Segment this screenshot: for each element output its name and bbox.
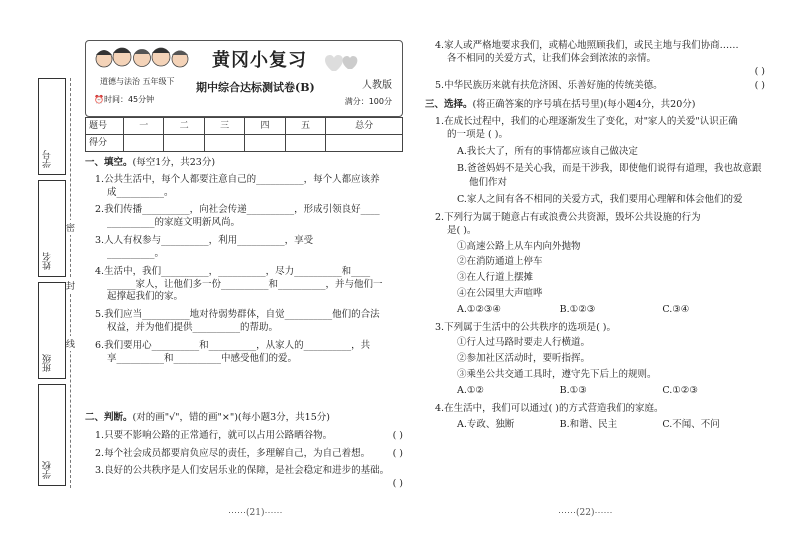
score-entry[interactable]	[285, 135, 325, 152]
time-limit: ⏰时间：45分钟	[94, 95, 155, 104]
score-cell: 得分	[86, 135, 124, 152]
question: 4.生活中，我们__________，__________，尽力__________和____ ______家人，让他们多一份__________和__________，并与他们一 起撑起我们的家。	[95, 265, 383, 303]
answer-paren[interactable]: ( )	[392, 447, 403, 459]
section-heading: 二、判断。(对的画"√"，错的画"×")(每小题3分，共15分)	[85, 412, 330, 423]
score-entry[interactable]	[124, 135, 164, 152]
score-table-score-row	[86, 135, 403, 152]
statement: ①高速公路上从车内向外抛物	[457, 240, 581, 252]
option: B.①②③	[559, 303, 596, 315]
score-cell: 三	[204, 118, 244, 135]
answer-paren[interactable]: ( )	[754, 80, 765, 92]
option: A.我长大了，所有的事情都应该自己做决定	[457, 145, 638, 157]
question: 5.中华民族历来就有扶危济困、乐善好施的传统美德。 ( )	[435, 80, 765, 92]
option-row	[435, 304, 765, 317]
school-box	[38, 384, 66, 486]
section-true-false	[85, 412, 403, 491]
option: A.①②③④	[457, 303, 501, 315]
option: C.不闻、不问	[662, 418, 720, 430]
ornament-icon: ⋯⋯(	[228, 508, 250, 518]
question: 2.下列行为属于随意占有或浪费公共资源，毁坏公共设施的行为 是( )。 ①高速公路上从车内向外抛物 ②在消防通道上停车 ③在人行道上摆摊 ④在公园里大声喧哗 A.①②③④ B.①②③ C.③④	[425, 212, 765, 317]
class-label: 班级	[43, 354, 53, 372]
ornament-icon: ⋯⋯(	[558, 508, 580, 518]
option: B.和谐、民主	[559, 418, 618, 430]
section-heading: 一、填空。(每空1分，共23分)	[85, 157, 216, 168]
left-column	[85, 40, 403, 490]
statement: ③在人行道上摆摊	[457, 272, 534, 284]
answer-paren[interactable]: ( )	[392, 429, 403, 441]
score-cell: 四	[245, 118, 285, 135]
section-heading: 三、选择。(将正确答案的序号填在括号里)(每小题4分，共20分)	[425, 99, 696, 111]
clock-icon: ⏰	[94, 95, 104, 104]
option: B.爸爸妈妈不是关心我，而是干涉我，即使他们说得有道理，我也故意跟	[457, 162, 762, 174]
cut-mark-line: 线	[66, 336, 75, 351]
question: 6.我们要用心__________和__________，从家人的__________，共 享__________和__________中感受他们的爱。	[95, 339, 371, 364]
option: A.①②	[457, 384, 484, 396]
option: C.家人之间有各不相同的关爱方式，我们要用心理解和体会他们的爱	[457, 194, 743, 206]
cut-mark-seal: 密	[66, 220, 75, 235]
hearts-icon	[322, 51, 362, 73]
exam-header	[85, 40, 403, 117]
option-row	[435, 419, 765, 432]
question: 5.我们应当__________地对待弱势群体，自觉__________他们的合法 权益，并为他们提供__________的帮助。	[95, 309, 380, 333]
score-entry[interactable]	[164, 135, 204, 152]
statement: ②在消防通道上停车	[457, 256, 543, 268]
answer-paren[interactable]: ( )	[754, 65, 765, 77]
full-score: 满分：100分	[344, 97, 392, 106]
question: 4.家人或严格地要求我们，或精心地照顾我们，或民主地与我们协商…… 各不相同的关爱方式，让我们体会到浓浓的亲情。 ( )	[435, 40, 765, 77]
page-number-left: ⋯⋯(21)⋯⋯	[228, 508, 283, 518]
section-fill-blank	[85, 157, 403, 365]
question: 3.下列属于生活中的公共秩序的选项是( )。 ①行人过马路时要走人行横道。 ②参加社区活动时，要听指挥。 ③乘坐公共交通工具时，遵守先下后上的规则。 A.①② B.①③ C.①②③	[425, 322, 765, 398]
score-cell: 一	[124, 118, 164, 135]
score-entry[interactable]	[204, 135, 244, 152]
option: 他们作对	[469, 177, 508, 189]
name-box	[38, 180, 66, 277]
school-label: 学校	[43, 461, 53, 479]
student-id-label: 学号	[43, 150, 53, 168]
question: 1.公共生活中，每个人都要注意自己的__________，每个人都应该养 成__________。	[95, 173, 380, 198]
question: 2.我们传播__________，向社会传递__________，形成引领良好____ __________的家庭文明新风尚。	[95, 204, 380, 229]
exam-subtitle: 期中综合达标测试卷(B)	[196, 81, 315, 94]
score-entry[interactable]	[245, 135, 285, 152]
page-number-right: ⋯⋯(22)⋯⋯	[558, 508, 613, 518]
score-cell: 五	[285, 118, 325, 135]
class-box	[38, 282, 66, 379]
option: B.①③	[559, 384, 587, 396]
question: 2.每个社会成员都要肩负应尽的责任，多理解自己，为自己着想。 ( )	[95, 447, 403, 459]
edition-label: 人教版	[362, 80, 392, 91]
section-multiple-choice	[425, 99, 765, 431]
cut-mark-close: 封	[66, 278, 75, 293]
question: 3.人人有权参与__________，利用__________，享受 __________。	[95, 235, 314, 259]
score-table	[85, 117, 403, 152]
question: 1.只要不影响公路的正常通行，就可以占用公路晒谷物。 ( )	[95, 429, 403, 441]
option: C.①②③	[662, 384, 698, 396]
subject-grade: 道德与法治 五年级下	[100, 77, 175, 86]
score-table-header-row	[86, 118, 403, 135]
question: 3.良好的公共秩序是人们安居乐业的保障，是社会稳定和进步的基础。 ( )	[95, 465, 403, 490]
score-entry[interactable]	[326, 135, 403, 152]
option: C.③④	[662, 303, 690, 315]
score-cell: 总分	[326, 118, 403, 135]
score-cell: 二	[164, 118, 204, 135]
question: 4.在生活中，我们可以通过( )的方式营造我们的家庭。 A.专政、独断 B.和谐、民主 C.不闻、不问	[425, 403, 765, 432]
score-cell: 题号	[86, 118, 124, 135]
name-label: 姓名	[43, 252, 53, 270]
student-id-box	[38, 78, 66, 175]
kids-illustration-icon	[94, 45, 194, 73]
question: 1.在成长过程中，我们的心理逐渐发生了变化，对"家人的关爱"认识正确 的一项是 ( )。 A.我长大了，所有的事情都应该自己做决定 B.爸爸妈妈不是关心我，而是干涉我，即使他们说得有道理，我也故意跟 他们作对 C.家人之间有各不相同的关爱方式，我们要用心理解和体会他们的爱	[425, 116, 765, 207]
statement: ④在公园里大声喧哗	[457, 288, 543, 299]
answer-paren[interactable]: ( )	[392, 478, 403, 490]
statement: ①行人过马路时要走人行横道。	[457, 337, 591, 349]
statement: ③乘坐公共交通工具时，遵守先下后上的规则。	[457, 369, 657, 381]
option-row	[435, 385, 765, 398]
right-column	[425, 40, 765, 431]
option: A.专政、独断	[457, 418, 515, 430]
brand-title: 黄冈小复习	[212, 50, 307, 71]
statement: ②参加社区活动时，要听指挥。	[457, 353, 591, 365]
